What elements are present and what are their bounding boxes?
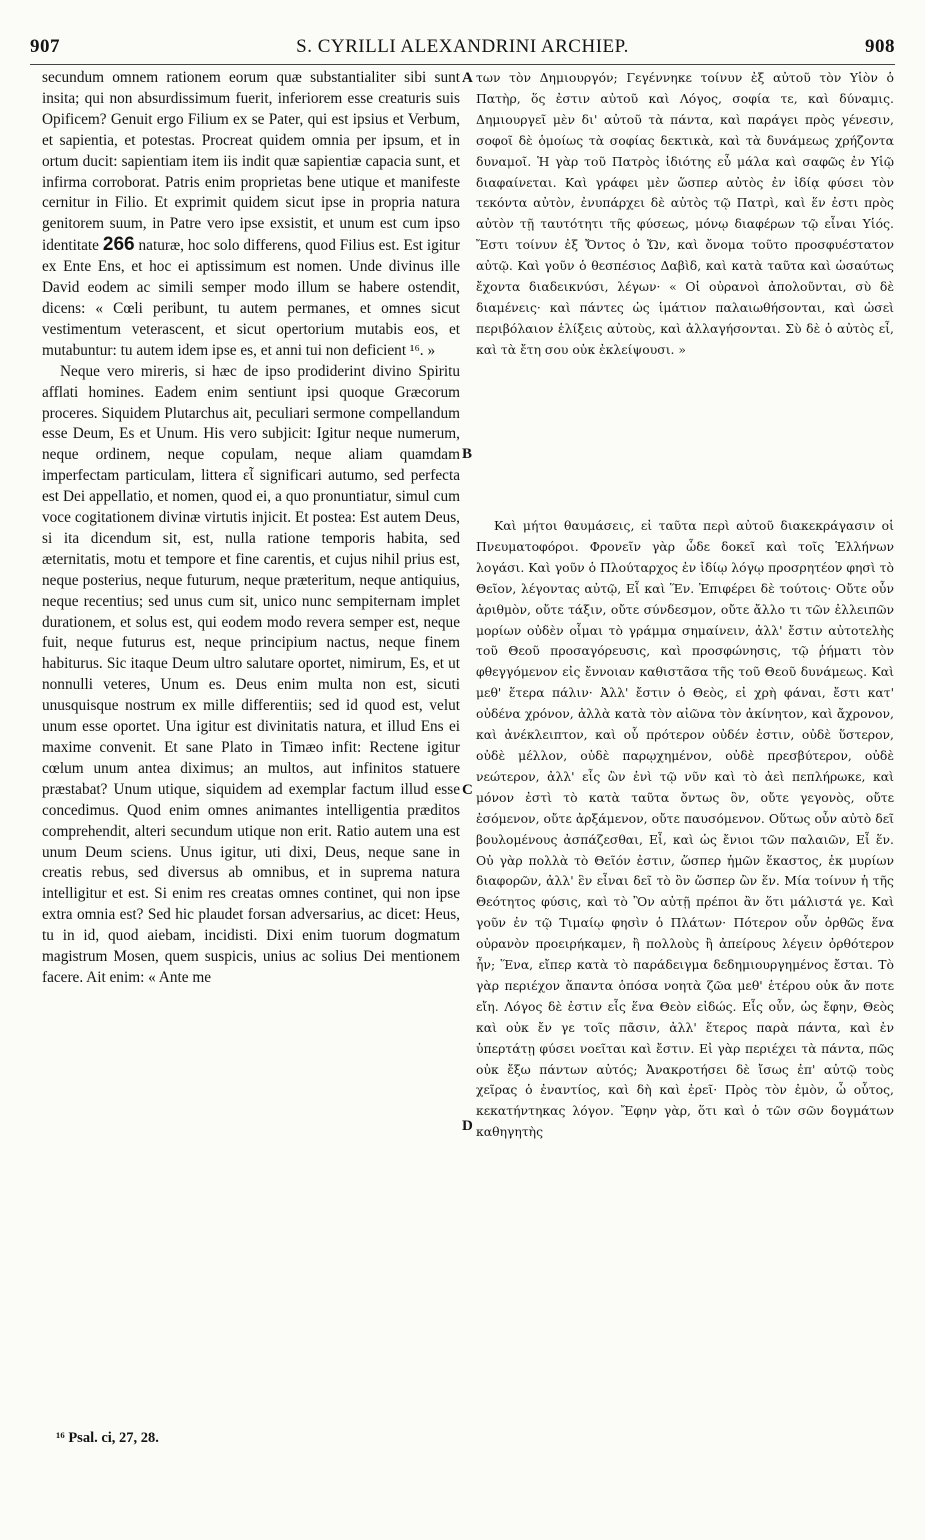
section-marker-a: A — [462, 70, 473, 86]
latin-paragraph-2: Neque vero mireris, si hæc de ipso prodiderint divino Spiritu afflati homines. Eadem enim sentiunt ipsi quoque Græcorum proceres. Siquidem Plutarchus ait, peculiari sermone compellandum esse Deum, Es et Unum. His vero subjicit: Igitur neque numerum, neque ordinem, neque copulam, neque aliam quamdam imperfectam particulam, littera εἶ significari autumo, sed perfecta est Dei appellatio, et nomen, quod ei, a quo pronuntiatur, simul cum voce cogitationem divinæ virtutis injicit. Et postea: Est autem Deus, si ita dicendum sit, est, nulla ratione temporis habita, sed æternitatis, motu et tempore et fine carentis, et cujus nihil prius est, neque posterius, neque futurum, neque præteritum, neque antiquius, neque recentius; sed unus cum sit, unico nunc sempiternam implet durationem, et solus est, qui eodem modo revera semper est, neque fuit, neque futurus est, neque principium nactus, neque finem habiturus. Sic itaque Deum ultro salutare oportet, nimirum, Es, et ut nonnulli veteres, Unum es. Deus enim multa non est, sicuti unusquisque nostrum ex mille differentiis; sed id quod est, velut unum esse oportet. Una igitur est divinitatis natura, et illud Ens ei maxime convenit. Et sane Plato in Timæo infit: Rectene igitur cœlum unum antea diximus; an multos, aut infinitos statuere præstabat? Unum utique, siquidem ad exemplar factum illud esse concedimus. Quod enim omnes animantes intelligentia præditos comprehendit, alteri secundum utique non erit. Ratio autem una est unum Deum sciens. Unus igitur, uti dixi, Deus, neque sane in creatis rebus, sed diversus ab omnibus, et in suprema natura intelligitur et est. Si enim res creatas omnes continet, qui non ipse extra omnia est? Sed hic plaudet forsan adversarius, ac dicet: Heus, tu in id, quod aiebam, incidisti. Dixi enim tuorum dogmatum magistrum Mosen, quem suspicis, unius ac solius Dei mentionem facere. Ait enim: « Ante me — [42, 362, 460, 986]
running-title: S. CYRILLI ALEXANDRINI ARCHIEP. — [296, 36, 629, 57]
page-reference-badge: 266 — [102, 234, 135, 256]
page-header — [30, 36, 895, 60]
greek-paragraph-1: των τὸν Δημιουργόν; Γεγέννηκε τοίνυν ἐξ αὐτοῦ τὸν Υἱὸν ὁ Πατὴρ, ὅς ἐστιν αὐτοῦ καὶ Λόγος, σοφία τε, καὶ δύναμις. Δημιουργεῖ μὲν δι' αὐτοῦ τὰ πάντα, καὶ παράγει πρὸς γένεσιν, σοφοῖ δὲ ὁμοίως τὰ σοφίας δεκτικὰ, καὶ τὰ δυνάμεως χρήζοντα δυναμοῖ. Ἡ γὰρ τοῦ Πατρὸς ἰδιότης εὖ μάλα καὶ σαφῶς ἐν Υἱῷ διαφαίνεται. Καὶ γράφει μὲν ὥσπερ αὐτὸς ἐν ἰδίᾳ φύσει τὸν τεκόντα αὐτὸν, ἐνυπάρχει δὲ αὐτὸς τῷ Πατρὶ, καὶ ἕν ἐστι πρὸς αὐτὸν τῇ ταυτότητι τῆς φύσεως, μόνῳ διαφέρων τῷ εἶναι Υἱός. Ἔστι τοίνυν ἐξ Ὄντος ὁ Ὤν, καὶ ὄνομα τοῦτο προσφυέστατον αὐτῷ. Καὶ γοῦν ὁ θεσπέσιος Δαβὶδ, καὶ κατὰ ταῦτα καὶ ὡσαύτως ἔχοντα διαδεικνύσι, λέγων· « Οἱ οὐρανοὶ ἀπολοῦνται, σὺ δὲ διαμένεις· καὶ πάντες ὡς ἱμάτιον παλαιωθήσονται, καὶ ὡσεὶ περιβόλαιον ἑλίξεις αὐτοὺς, καὶ ἀλλαγήσονται. Σὺ δὲ ὁ αὐτὸς εἶ, καὶ τὰ ἔτη σου οὐκ ἐκλείψουσι. » — [476, 70, 894, 357]
greek-paragraph-2: Καὶ μήτοι θαυμάσεις, εἰ ταῦτα περὶ αὐτοῦ διακεκράγασιν οἱ Πνευματοφόροι. Φρονεῖν γὰρ ὧδε δοκεῖ καὶ τοῖς Ἑλλήνων λογάσι. Καὶ γοῦν ὁ Πλούταρχος ἐν ἰδίῳ λόγῳ προσρητέον φησὶ τὸ Θεῖον, λέγοντας αὐτῷ, Εἶ καὶ Ἕν. Ἐπιφέρει δὲ τούτοις· Οὔτε οὖν ἀριθμὸν, οὔτε τάξιν, οὔτε σύνδεσμον, οὔτε ἄλλο τι τῶν ἐλλειπῶν μορίων οὐδὲν οἶμαι τὸ γράμμα σημαίνειν, ἀλλ' ἔστιν αὐτοτελὴς τοῦ Θεοῦ προσαγόρευσις, καὶ προσφώνησις, τῷ ῥήματι τὸν φθεγγόμενον εἰς ἔννοιαν καθιστᾶσα τῆς τοῦ Θεοῦ δυνάμεως. Καὶ μεθ' ἕτερα πάλιν· Ἀλλ' ἔστιν ὁ Θεὸς, εἰ χρὴ φάναι, ἔστι κατ' οὐδένα χρόνον, ἀλλὰ κατὰ τὸν αἰῶνα τὸν ἀκίνητον, καὶ ἄχρονον, καὶ ἀνέκλειπτον, καὶ οὗ πρότερον οὐδέν ἐστιν, οὐδὲ ὕστερον, οὐδὲ μέλλον, οὐδὲ παρῳχημένον, οὐδὲ πρεσβύτερον, οὐδὲ νεώτερον, ἀλλ' εἷς ὢν ἑνὶ τῷ νῦν καὶ τὸ ἀεὶ πεπλήρωκε, καὶ μόνον ἐστὶ τὸ κατὰ ταῦτα ὄντως ὂν, οὔτε γεγονὸς, οὔτε ἐσόμενον, οὔτε ἀρξάμενον, οὔτε παυσόμενον. Οὕτως οὖν αὐτὸ δεῖ βουλομένους ἀσπάζεσθαι, Εἶ, καὶ ὡς ἔνιοι τῶν παλαιῶν, Εἶ ἕν. Οὐ γὰρ πολλὰ τὸ Θεῖόν ἐστιν, ὥσπερ ἡμῶν ἕκαστος, ἐκ μυρίων διαφορῶν, ἀλλ' ἓν εἶναι δεῖ τὸ ὂν ὥσπερ ὢν ἕν. Μία τοίνυν ἡ τῆς Θεότητος φύσις, καὶ τὸ Ὂν αὐτῇ πρέποι ἂν ὅτι μάλιστά γε. Καὶ γοῦν ἐν τῷ Τιμαίῳ φησὶν ὁ Πλάτων· Πότερον οὖν ὀρθῶς ἕνα οὐρανὸν προειρήκαμεν, ἢ πολλοὺς ἢ ἀπείρους λέγειν ὀρθότερον ἦν; Ἕνα, εἴπερ κατὰ τὸ παράδειγμα δεδημιουργημένος ἔσται. Τὸ γὰρ περιέχον ἅπαντα ὁπόσα νοητὰ ζῶα μεθ' ἑτέρου οὐκ ἄν ποτε εἴη. Λόγος δὲ ἐστιν εἷς ἕνα Θεὸν εἰδώς. Εἷς οὖν, ὡς ἔφην, Θεὸς καὶ οὐκ ἔν γε τοῖς πᾶσιν, ἀλλ' ἕτερος παρὰ πάντα, καὶ ἐν ὑπερτάτῃ φύσει νοεῖται καὶ ἔστιν. Εἰ γὰρ περιέχει τὰ πάντα, πῶς οὐκ ἔξω πάντων αὐτός; Ἀνακροτήσει δὲ ἴσως ἐπ' αὐτῷ τοὺς χεῖρας ὁ ἐναντίος, καὶ δὴ καὶ ἐρεῖ· Πρὸς τὸν ἐμὸν, ὦ οὗτος, κεκατήντηκας λόγον. Ἔφην γὰρ, ὅτι καὶ ὁ τῶν σῶν δογμάτων καθηγητὴς — [476, 518, 894, 1140]
greek-column-bottom — [476, 516, 894, 1143]
page-number-left: 907 — [30, 36, 60, 57]
section-marker-d: D — [462, 1118, 473, 1134]
latin-paragraph-1 — [42, 68, 460, 362]
section-marker-b: B — [462, 446, 473, 462]
latin-column — [42, 68, 460, 989]
section-marker-c: C — [462, 782, 473, 798]
latin-paragraph-1-end: naturæ, hoc solo differens, quod Filius est. Est igitur ex Ente Ens, et hoc ei aptissimum est nomen. Unde divinus ille David eodem ac simili semper modo illum se habere ostendit, dicens: « Cœli peribunt, tu autem permanes, et omnes sicut vestimentum veterascent, et sicut opertorium mutabis eos, et mutabuntur: tu autem idem ipse es, et anni tui non deficient ¹⁶. » — [42, 237, 460, 359]
latin-paragraph-1-start: secundum omnem rationem eorum quæ substantialiter sibi sunt insita; qui non absurdissimum fuerit, inferiorem esse creaturis suis Opificem? Genuit ergo Filium ex se Pater, qui est ipsius et Verbum, et sapientia, et potestas. Procreat quidem omnia per ipsum, et in ortum ducit: sapientiam item iis indit quæ sapientiæ capacia sunt, et infirma corroborat. Patris enim proprietas bene utique et manifeste cernitur in Filio. Et exprimit quidem sicut ipse in propria natura genitorem suum, in Patre vero ipse exsistit, et unum est cum ipso identitate — [42, 69, 460, 255]
page-number-right: 908 — [865, 36, 895, 57]
greek-column-top — [476, 68, 894, 361]
footnote: ¹⁶ Psal. ci, 27, 28. — [56, 1430, 159, 1446]
header-rule — [30, 64, 895, 65]
